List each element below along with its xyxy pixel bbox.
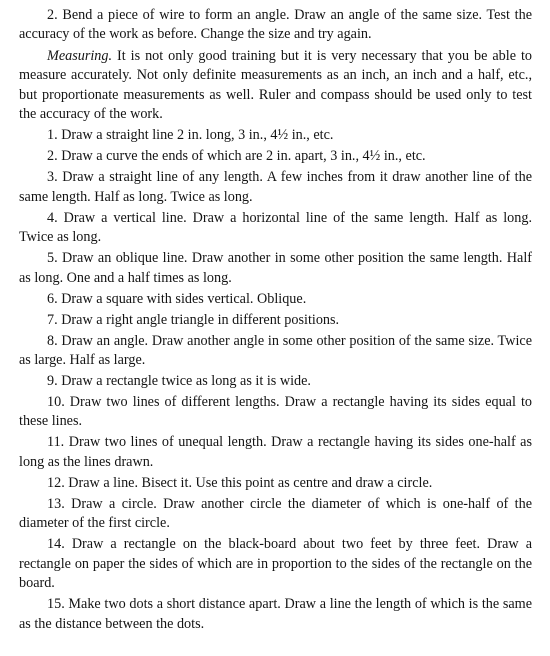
exercise-item-3 <box>19 168 532 207</box>
item-number: 5. <box>47 250 58 267</box>
intro-number: 2. <box>47 7 58 23</box>
item-text: Draw a line. Bisect it. Use this point as centre and draw a circle. <box>68 474 433 491</box>
exercise-item-10 <box>19 393 532 432</box>
item-text: Draw two lines of unequal length. Draw a rectangle having its sides one-half as long as the lines drawn. <box>19 434 532 470</box>
item-text: Make two dots a short distance apart. Draw a line the length of which is the same as the distance between the dots. <box>19 596 532 632</box>
item-text: Draw an angle. Draw another angle in some other position of the same size. Twice as large. Half as large. <box>19 332 532 369</box>
item-number: 10. <box>47 394 65 411</box>
measuring-text: It is not only good training but it is very necessary that you be able to measure accurately. Not only definite measurements as an inch, an inch and a half, etc., but proportionate measurements as well. Ruler and compass should be used only to test the accuracy of the work. <box>19 47 532 123</box>
item-number: 8. <box>47 332 58 349</box>
exercise-item-15 <box>19 595 532 634</box>
item-text: Draw a curve the ends of which are 2 in. apart, 3 in., 4½ in., etc. <box>61 148 426 165</box>
item-text: Draw two lines of different lengths. Draw a rectangle having its sides equal to these lines. <box>19 394 533 430</box>
measuring-heading: Measuring. <box>47 47 113 64</box>
item-number: 9. <box>47 373 58 390</box>
item-text: Draw a square with sides vertical. Oblique. <box>61 290 307 307</box>
item-number: 6. <box>47 290 58 307</box>
item-number: 4. <box>47 209 58 226</box>
exercise-item-14 <box>19 535 532 593</box>
item-number: 2. <box>47 148 58 165</box>
exercise-item-12 <box>19 474 532 493</box>
exercise-item-1 <box>19 126 532 145</box>
item-text: Draw a right angle triangle in different positions. <box>61 311 340 328</box>
item-text: Draw an oblique line. Draw another in some other position the same length. Half as long. One and a half times as long. <box>19 250 532 286</box>
item-number: 7. <box>47 311 58 328</box>
item-text: Draw a straight line 2 in. long, 3 in., 4½ in., etc. <box>61 127 334 144</box>
exercise-item-4 <box>19 209 532 248</box>
item-number: 11. <box>47 434 65 451</box>
exercise-item-5 <box>19 249 532 288</box>
item-text: Draw a rectangle twice as long as it is wide. <box>61 373 311 390</box>
exercise-item-11 <box>19 433 532 472</box>
exercise-item-2 <box>19 147 532 166</box>
item-number: 12. <box>47 474 65 491</box>
item-number: 14. <box>47 536 65 553</box>
exercise-item-6 <box>19 290 532 309</box>
intro-paragraph <box>19 6 532 45</box>
item-text: Draw a circle. Draw another circle the diameter of which is one-half of the diameter of the first circle. <box>19 495 533 532</box>
exercise-item-7 <box>19 311 532 330</box>
item-text: Draw a straight line of any length. A few inches from it draw another line of the same length. Half as long. Twice as long. <box>19 169 533 205</box>
measuring-paragraph <box>19 47 532 125</box>
exercise-item-9 <box>19 372 532 391</box>
exercise-item-13 <box>19 495 532 534</box>
item-number: 15. <box>47 596 65 613</box>
item-number: 1. <box>47 127 58 144</box>
exercise-item-8 <box>19 332 532 371</box>
item-text: Draw a vertical line. Draw a horizontal line of the same length. Half as long. Twice as long. <box>19 209 532 246</box>
item-number: 13. <box>47 495 65 512</box>
item-number: 3. <box>47 169 58 186</box>
item-text: Draw a rectangle on the black-board about two feet by three feet. Draw a rectangle on paper the sides of which are in proportion to the sides of the rectangle on the board. <box>19 536 532 592</box>
intro-text: Bend a piece of wire to form an angle. Draw an angle of the same size. Test the accuracy of the work as before. Change the size and try again. <box>19 7 532 43</box>
